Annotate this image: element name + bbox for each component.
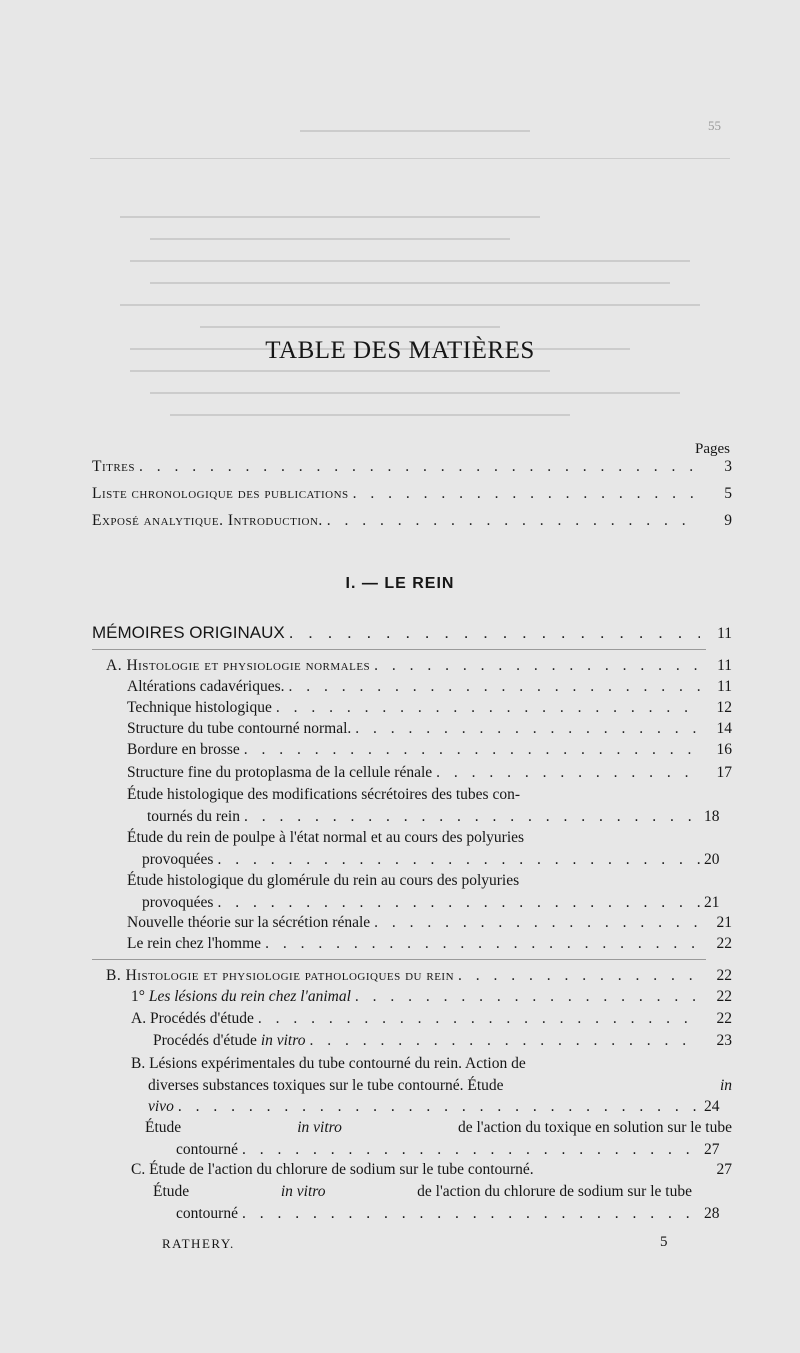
leader-dots [139,457,700,477]
toc-entry-page: 11 [717,625,732,642]
leader-dots [436,763,700,783]
toc-entry-expose [92,511,732,531]
leader-dots [309,1031,700,1051]
toc-entry-label: Titres [92,458,136,475]
toc-entry-label: MÉMOIRES ORIGINAUX [92,623,285,642]
toc-entry: A. Procédés d'étude . . . 22 [131,1009,732,1029]
toc-entry-page: 9 [724,512,732,529]
toc-entry: Structure du tube contourné normal. . . . 14 [127,719,732,739]
leader-dots [327,511,700,531]
page-title: TABLE DES MATIÈRES [265,337,535,364]
toc-entry-label: Exposé analytique. Introduction. [92,512,323,529]
toc-entry-titres [92,457,732,477]
toc-entry: Altérations cadavériques. . . . 11 [127,677,732,697]
toc-entry-page: 5 [724,485,732,502]
toc-entry-label: A. Histologie et physiologie normales [106,657,371,674]
toc-entry-memoires [92,623,732,644]
toc-heading-b [106,966,732,986]
toc-entry-liste [92,484,732,504]
toc-entry-page: 11 [717,657,732,674]
toc-entry-label: B. Histologie et physiologie pathologiques du rein [106,967,455,984]
leader-dots [217,892,700,914]
footer-author: RATHERY. [162,1236,235,1251]
leader-dots [374,913,700,933]
pages-column-label: Pages [695,441,730,457]
leader-dots [244,740,700,760]
leader-dots [289,677,700,697]
leader-dots [242,1203,700,1225]
leader-dots [353,484,700,504]
section-heading: I. — LE REIN [345,575,455,592]
leader-dots [355,719,700,739]
leader-dots [217,849,700,871]
leader-dots [178,1096,700,1118]
divider [92,959,706,960]
toc-entry-multiline: Étude du rein de poulpe à l'état normal et au cours des polyuries provoquées . . . 20 [127,827,732,870]
leader-dots [458,966,700,986]
toc-entry: Structure fine du protoplasma de la cellule rénale . . . 17 [127,763,732,783]
leader-dots [258,1009,700,1029]
footer-signature-number: 5 [660,1234,668,1250]
leader-dots [244,806,700,828]
toc-entry-page: 22 [716,967,732,984]
toc-entry-page: 3 [724,458,732,475]
corner-page-mark: 55 [708,118,721,133]
toc-entry-multiline: B. Lésions expérimentales du tube contourné du rein. Action de diverses substances toxiques sur le tube contourné. Étude in vivo . . . 24 [131,1053,732,1118]
toc-entry-multiline: Étude in vitro de l'action du chlorure de sodium sur le tube contourné . . . 28 [153,1181,732,1224]
toc-heading-a [106,656,732,676]
toc-entry: Bordure en brosse . . . 16 [127,740,732,760]
leader-dots [355,987,700,1007]
toc-entry: Procédés d'étude in vitro . . . 23 [153,1031,732,1051]
toc-entry-label: Liste chronologique des publications [92,485,349,502]
divider [92,649,706,650]
toc-entry: Technique histologique . . . 12 [127,698,732,718]
toc-entry: Le rein chez l'homme . . . 22 [127,934,732,954]
toc-entry-multiline: Étude histologique du glomérule du rein au cours des polyuries provoquées . . . 21 [127,870,732,913]
leader-dots [374,656,700,676]
leader-dots [265,934,700,954]
leader-dots [242,1139,700,1161]
toc-entry-multiline: Étude in vitro de l'action du toxique en solution sur le tube contourné . . . 27 [145,1117,732,1160]
leader-dots [276,698,700,718]
toc-entry: C. Étude de l'action du chlorure de sodium sur le tube contourné. 27 [131,1161,732,1178]
toc-entry-subsection: 1° Les lésions du rein chez l'animal . . . 22 [131,987,732,1007]
leader-dots [289,623,700,643]
show-through-text [90,110,730,430]
toc-entry-multiline: Étude histologique des modifications sécrétoires des tubes con- tournés du rein . . . 18 [127,784,732,827]
toc-entry: Nouvelle théorie sur la sécrétion rénale . . . 21 [127,913,732,933]
